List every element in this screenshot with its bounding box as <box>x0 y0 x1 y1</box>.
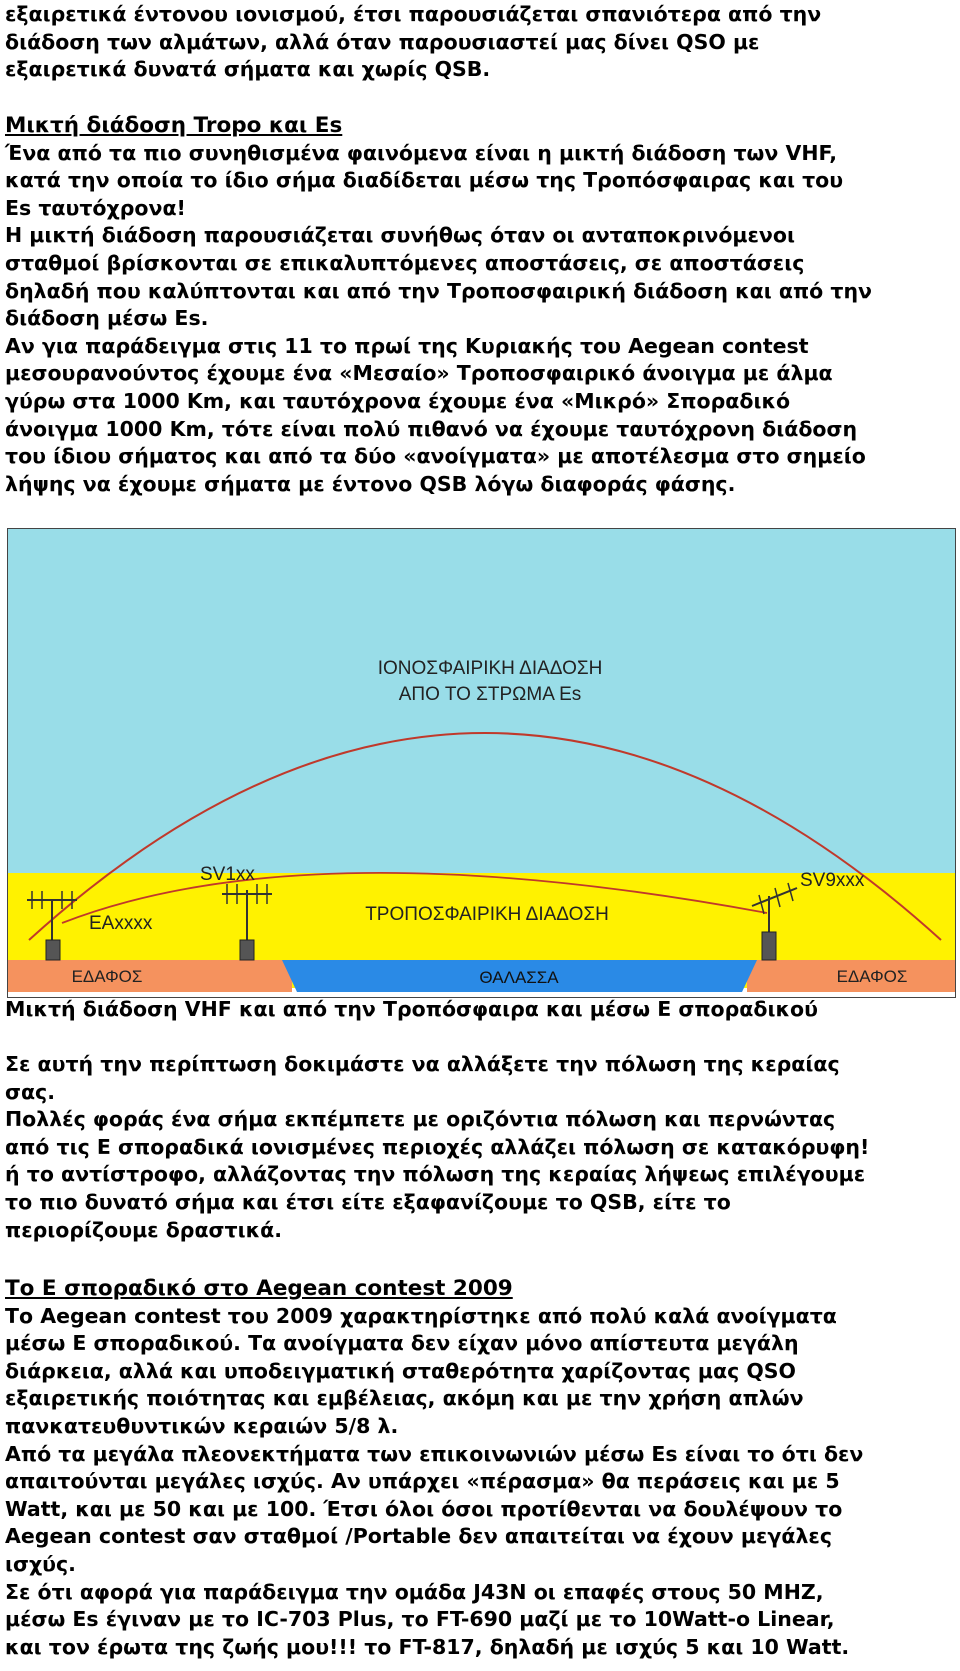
tropo-label: ΤΡΟΠΟΣΦΑΙΡΙΚΗ ΔΙΑΔΟΣΗ <box>365 904 609 925</box>
text-line: σταθμοί βρίσκονται σε επικαλυπτόμενες αποστάσεις, σε αποστάσεις <box>5 250 805 275</box>
text-line: μέσω Ε σποραδικού. Τα ανοίγματα δεν είχαν μόνο απίστευτα μεγάλη <box>5 1331 799 1356</box>
text-line: εξαιρετικά δυνατά σήματα και χωρίς QSB. <box>5 57 491 82</box>
propagation-diagram-svg <box>7 528 956 998</box>
ground-label-left: ΕΔΑΦΟΣ <box>71 967 143 986</box>
text-line: άνοιγμα 1000 Km, τότε είναι πολύ πιθανό να έχουμε ταυτόχρονη διάδοση <box>5 416 858 441</box>
text-line: Σε ότι αφορά για παράδειγμα την ομάδα J43N οι επαφές στους 50 MHZ, <box>5 1579 824 1604</box>
text-line: εξαιρετικά έντονου ιονισμού, έτσι παρουσιάζεται σπανιότερα από την <box>5 2 822 26</box>
text-line: ισχύς. <box>5 1551 76 1576</box>
text-line: Πολλές φοράς ένα σήμα εκπέμπετε με οριζόντια πόλωση και περνώντας <box>5 1107 836 1132</box>
text-line: Ένα από τα πιο συνηθισμένα φαινόμενα είναι η μικτή διάδοση των VHF, <box>5 140 837 165</box>
ground-label-right: ΕΔΑΦΟΣ <box>836 967 908 986</box>
text-line: μεσουρανούντος έχουμε ένα «Μεσαίο» Τροποσφαιρικό άνοιγμα με άλμα <box>5 361 833 386</box>
text-line: Aegean contest σαν σταθμοί /Portable δεν απαιτείται να έχουν μεγάλες <box>5 1524 832 1549</box>
station-label-mid: SV1xx <box>200 864 255 885</box>
text-line: Η μικτή διάδοση παρουσιάζεται συνήθως όταν οι ανταποκρινόμενοι <box>5 223 795 248</box>
text-line: Watt, και με 50 και με 100. Έτσι όλοι όσοι προτίθενται να δουλέψουν το <box>5 1496 843 1521</box>
text-line: ή το αντίστροφο, αλλάζοντας την πόλωση της κεραίας λήψεως επιλέγουμε <box>5 1162 866 1187</box>
text-line: και τον έρωτα της ζωής μου!!! το FT-817, δηλαδή με ισχύς 5 και 10 Watt. <box>5 1634 850 1659</box>
text-line: του ίδιου σήματος και από τα δύο «ανοίγματα» με αποτέλεσμα στο σημείο <box>5 444 866 469</box>
station-label-right: SV9xxx <box>800 870 865 891</box>
text-line: διάδοση των αλμάτων, αλλά όταν παρουσιαστεί μας δίνει QSO με <box>5 29 760 54</box>
text-line: μέσω Es έγιναν με το IC-703 Plus, το FT-690 μαζί με το 10Watt-o Linear, <box>5 1607 835 1632</box>
text-line: Από τα μεγάλα πλεονεκτήματα των επικοινωνιών μέσω Es είναι το ότι δεν <box>5 1441 864 1466</box>
section-mixed-propagation <box>5 112 872 498</box>
propagation-diagram <box>7 528 956 998</box>
iono-label-line2: ΑΠΟ ΤΟ ΣΤΡΩΜΑ Es <box>398 684 582 705</box>
text-line: απαιτούνται μεγάλες ισχύς. Αν υπάρχει «πέρασμα» θα περάσεις και με 5 <box>5 1469 840 1494</box>
text-line: Το Aegean contest του 2009 χαρακτηρίστηκε από πολύ καλά ανοίγματα <box>5 1303 837 1328</box>
text-line: Αν για παράδειγμα στις 11 το πρωί της Κυριακής του Aegean contest <box>5 333 809 358</box>
opening-paragraph <box>5 1 821 84</box>
text-line: λήψης να έχουμε σήματα με έντονο QSB λόγω διαφοράς φάσης. <box>5 471 736 496</box>
ground-left <box>7 960 292 992</box>
text-line: διάδοση μέσω Es. <box>5 306 209 331</box>
polarization-paragraph <box>5 1051 869 1244</box>
text-line: εξαιρετικής ποιότητας και εμβέλειας, ακόμη και με την χρήση απλών <box>5 1386 804 1411</box>
text-line: Es ταυτόχρονα! <box>5 195 186 220</box>
text-line: πανκατευθυντικών κεραιών 5/8 λ. <box>5 1413 399 1438</box>
iono-label-line1: ΙΟΝΟΣΦΑΙΡΙΚΗ ΔΙΑΔΟΣΗ <box>377 658 603 679</box>
figure-caption: Μικτή διάδοση VHF και από την Τροπόσφαιρα και μέσω Ε σποραδικού <box>5 997 818 1021</box>
section-title: Μικτή διάδοση Tropo και Es <box>5 113 343 138</box>
text-line: περιορίζουμε δραστικά. <box>5 1217 283 1242</box>
text-line: δηλαδή που καλύπτονται και από την Τροποσφαιρική διάδοση και από την <box>5 278 873 303</box>
section-aegean-2009 <box>5 1275 863 1661</box>
text-line: κατά την οποία το ίδιο σήμα διαδίδεται μέσω της Τροπόσφαιρας και του <box>5 168 844 193</box>
text-line: Σε αυτή την περίπτωση δοκιμάστε να αλλάξετε την πόλωση της κεραίας <box>5 1052 840 1076</box>
station-label-left: EAxxxx <box>89 913 153 934</box>
text-line: γύρω στα 1000 Km, και ταυτόχρονα έχουμε ένα «Μικρό» Σποραδικό <box>5 388 791 413</box>
text-line: το πιο δυνατό σήμα και έτσι είτε εξαφανίζουμε το QSB, είτε το <box>5 1189 731 1214</box>
text-line: διάρκεια, αλλά και υποδειγματική σταθερότητα χαρίζοντας μας QSO <box>5 1358 796 1383</box>
text-line: από τις Ε σποραδικά ιονισμένες περιοχές αλλάζει πόλωση σε κατακόρυφη! <box>5 1134 870 1159</box>
text-line: σας. <box>5 1079 55 1104</box>
sea-label: ΘΑΛΑΣΣΑ <box>479 968 559 987</box>
section-title: Το Ε σποραδικό στο Aegean contest 2009 <box>5 1276 513 1301</box>
